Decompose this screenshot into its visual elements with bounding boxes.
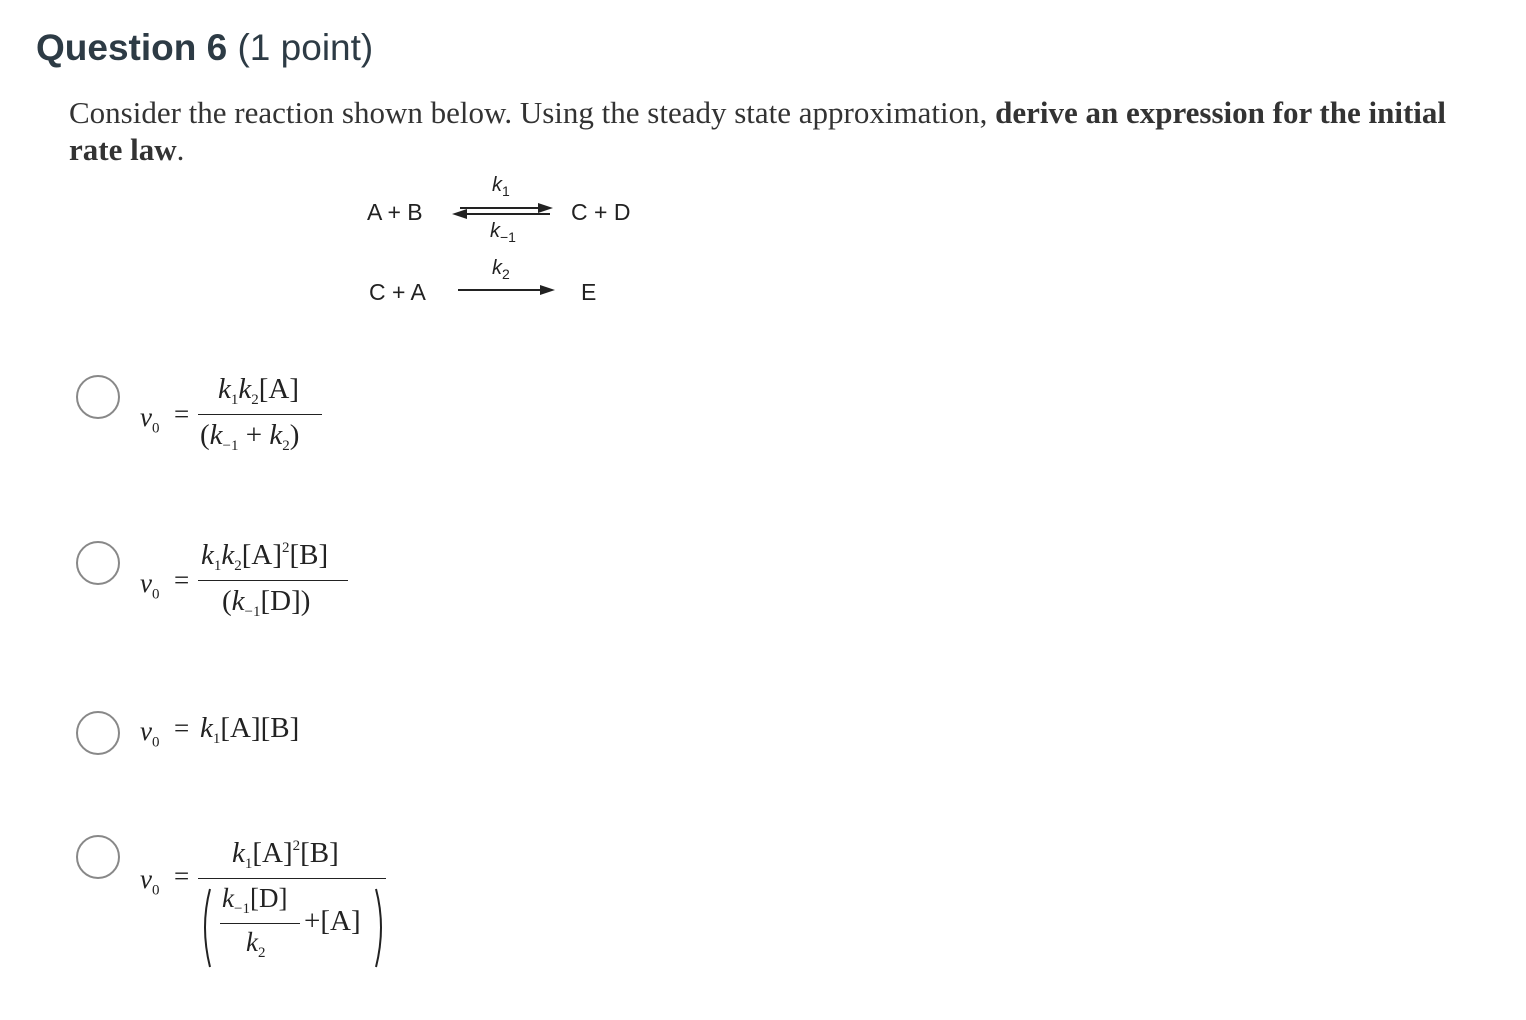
- plus-term: +[A]: [304, 905, 361, 937]
- fraction-bar: [198, 580, 348, 581]
- rate-constant-k1: $k_1$: [492, 174, 510, 199]
- reaction1-reactants: A + B: [367, 199, 423, 225]
- numerator: $k_1[A]^2[B]$: [232, 837, 339, 872]
- prompt-period: .: [176, 132, 185, 167]
- lhs: $v_0$: [140, 402, 160, 437]
- prompt-bold-text: derive an expression for the initial rate law: [69, 95, 1447, 167]
- reaction-scheme: [350, 168, 670, 308]
- inner-denominator: $k_2$: [246, 927, 266, 961]
- question-prompt: [69, 94, 1489, 168]
- question-points: (1 point): [237, 27, 374, 68]
- rhs: $k_1[A][B]$: [200, 712, 300, 747]
- denominator: $(k_{-1} + k_2)$: [200, 419, 300, 454]
- lhs: $v_0$: [140, 716, 160, 751]
- lhs: $v_0$: [140, 568, 160, 603]
- fraction-bar: [198, 878, 386, 879]
- rate-constant-k2: $k_2$: [492, 257, 510, 282]
- inner-fraction-bar: [220, 923, 300, 924]
- radio-button[interactable]: [76, 375, 120, 419]
- equals-sign: =: [174, 713, 190, 743]
- equals-sign: =: [174, 565, 190, 595]
- reaction1-products: C + D: [571, 199, 631, 225]
- denominator: $(k_{-1}[D])$: [222, 585, 311, 620]
- numerator: $k_1k_2[A]$: [218, 373, 300, 408]
- lhs: $v_0$: [140, 864, 160, 899]
- fraction-bar: [198, 414, 322, 415]
- radio-button[interactable]: [76, 835, 120, 879]
- radio-button[interactable]: [76, 541, 120, 585]
- radio-button[interactable]: [76, 711, 120, 755]
- prompt-text: Consider the reaction shown below. Using the steady state approximation,: [69, 95, 996, 130]
- equals-sign: =: [174, 861, 190, 891]
- equals-sign: =: [174, 399, 190, 429]
- question-number: Question 6: [36, 27, 228, 68]
- rate-constant-k-minus1: $k_{-1}$: [490, 220, 516, 245]
- reaction2-product: E: [581, 279, 597, 305]
- numerator: $k_1k_2[A]^2[B]$: [201, 539, 329, 574]
- inner-numerator: $k_{-1}[D]$: [222, 883, 288, 917]
- reaction2-reactants: C + A: [369, 279, 426, 305]
- question-header: [36, 26, 373, 70]
